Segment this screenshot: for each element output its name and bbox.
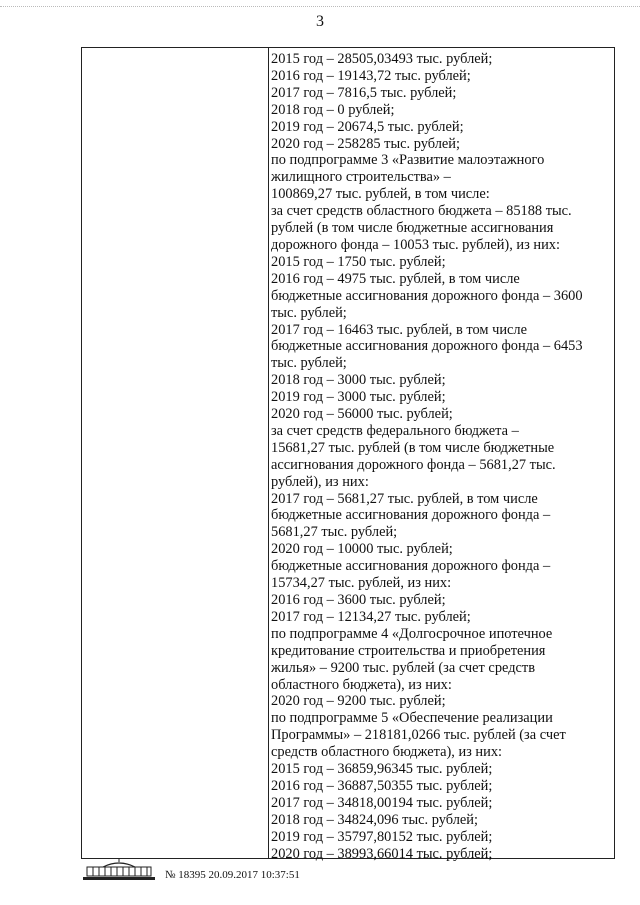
text-line: Программы» – 218181,0266 тыс. рублей (за счет <box>271 727 566 744</box>
text-line: ассигнования дорожного фонда – 5681,27 тыс. <box>271 456 556 473</box>
text-line: 2017 год – 34818,00194 тыс. рублей; <box>271 794 493 811</box>
text-line: бюджетные ассигнования дорожного фонда – 3600 <box>271 287 583 304</box>
text-line: 2020 год – 38993,66014 тыс. рублей; <box>271 845 493 862</box>
text-line: 2019 год – 3000 тыс. рублей; <box>271 389 446 406</box>
table-cell-content <box>271 51 611 863</box>
text-line: 2018 год – 0 рублей; <box>271 101 395 118</box>
text-line: 2018 год – 34824,096 тыс. рублей; <box>271 811 478 828</box>
text-line: 2020 год – 10000 тыс. рублей; <box>271 541 453 558</box>
text-line: 2017 год – 5681,27 тыс. рублей, в том числе <box>271 490 538 507</box>
text-line: по подпрограмме 5 «Обеспечение реализации <box>271 710 553 727</box>
text-line: рублей (в том числе бюджетные ассигнования <box>271 220 554 237</box>
text-line: кредитование строительства и приобретения <box>271 642 546 659</box>
text-line: 100869,27 тыс. рублей, в том числе: <box>271 186 490 203</box>
text-line: 2015 год – 28505,03493 тыс. рублей; <box>271 51 493 67</box>
text-line: жилья» – 9200 тыс. рублей (за счет средств <box>271 659 535 676</box>
text-line: 5681,27 тыс. рублей; <box>271 524 398 541</box>
text-line: по подпрограмме 4 «Долгосрочное ипотечное <box>271 625 553 642</box>
text-line: 2016 год – 36887,50355 тыс. рублей; <box>271 777 493 794</box>
text-line: 2020 год – 258285 тыс. рублей; <box>271 135 460 152</box>
text-line: 2020 год – 56000 тыс. рублей; <box>271 406 453 423</box>
text-line: 15681,27 тыс. рублей (в том числе бюджетные <box>271 439 555 456</box>
text-line: 2017 год – 7816,5 тыс. рублей; <box>271 84 457 101</box>
text-line: тыс. рублей; <box>271 304 347 321</box>
text-line: рублей), из них: <box>271 473 369 490</box>
text-line: жилищного строительства» – <box>271 169 451 186</box>
text-line: тыс. рублей; <box>271 355 347 372</box>
text-line: за счет средств федерального бюджета – <box>271 422 519 439</box>
text-line: 2015 год – 1750 тыс. рублей; <box>271 253 446 270</box>
building-stamp-icon <box>83 857 155 883</box>
text-line: средств областного бюджета), из них: <box>271 744 503 761</box>
column-divider <box>268 48 269 858</box>
text-line: по подпрограмме 3 «Развитие малоэтажного <box>271 152 545 169</box>
page-number: 3 <box>316 13 324 30</box>
text-line: 2019 год – 35797,80152 тыс. рублей; <box>271 828 493 845</box>
text-line: 2016 год – 19143,72 тыс. рублей; <box>271 67 471 84</box>
text-line: за счет средств областного бюджета – 85188 тыс. <box>271 203 572 220</box>
text-line: 2015 год – 36859,96345 тыс. рублей; <box>271 761 493 778</box>
text-line: 2019 год – 20674,5 тыс. рублей; <box>271 118 464 135</box>
text-line: дорожного фонда – 10053 тыс. рублей), из них: <box>271 236 560 253</box>
text-line: областного бюджета), из них: <box>271 676 452 693</box>
text-line: 2016 год – 3600 тыс. рублей; <box>271 592 446 608</box>
text-line: бюджетные ассигнования дорожного фонда – 6453 <box>271 338 583 355</box>
text-line: 2018 год – 3000 тыс. рублей; <box>271 372 446 389</box>
document-code: № 18395 20.09.2017 10:37:51 <box>165 869 300 881</box>
text-line: бюджетные ассигнования дорожного фонда – <box>271 507 551 524</box>
document-table <box>81 47 615 862</box>
text-line: 2017 год – 16463 тыс. рублей, в том числе <box>271 321 527 338</box>
text-line: бюджетные ассигнования дорожного фонда – <box>271 558 551 575</box>
text-line: 15734,27 тыс. рублей, из них: <box>271 575 452 592</box>
document-footer <box>83 857 483 887</box>
scan-edge-dots <box>0 6 640 9</box>
text-line: 2016 год – 4975 тыс. рублей, в том числе <box>271 270 520 287</box>
text-line: 2020 год – 9200 тыс. рублей; <box>271 693 446 710</box>
text-line: 2017 год – 12134,27 тыс. рублей; <box>271 608 471 625</box>
